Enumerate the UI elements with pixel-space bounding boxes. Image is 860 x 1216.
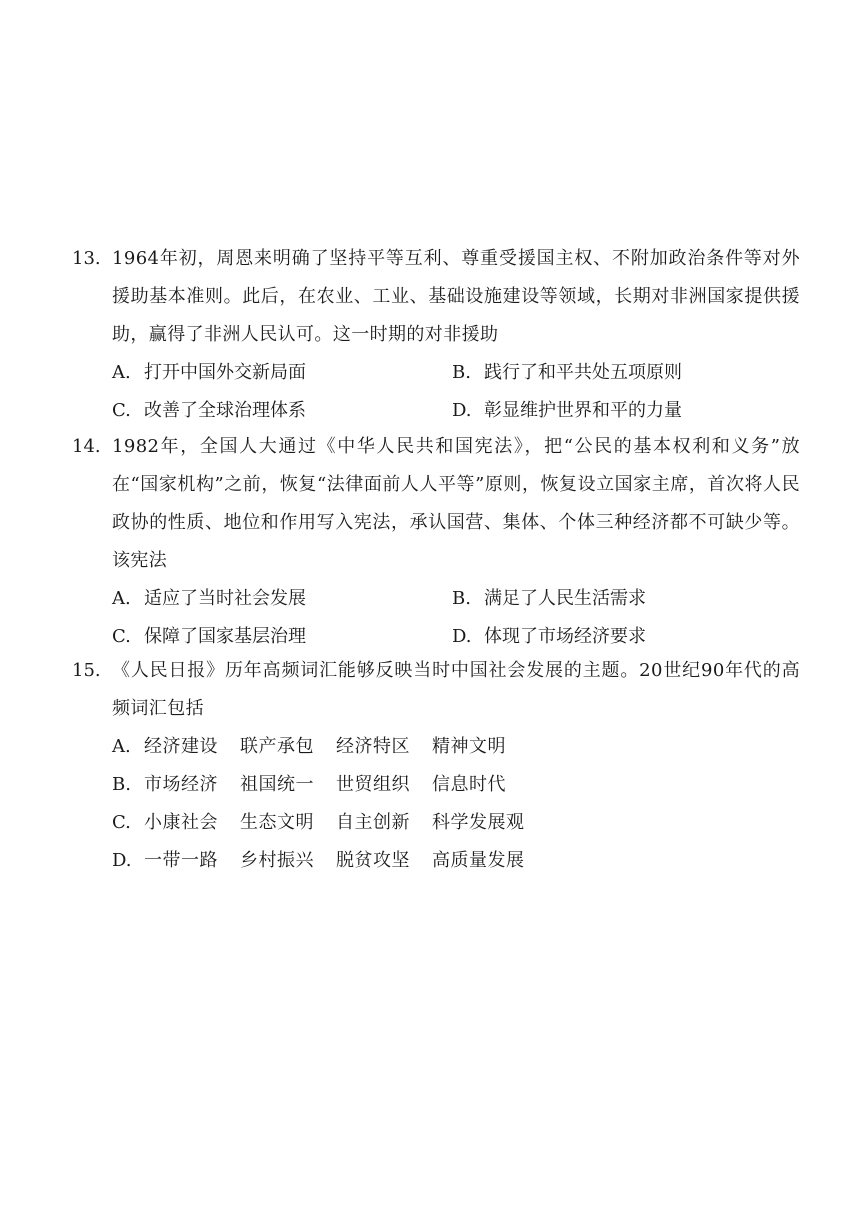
option-letter: B.: [452, 362, 471, 383]
option-text: 体现了市场经济要求: [484, 626, 646, 647]
option-b[interactable]: [112, 766, 800, 804]
option-letter: A.: [112, 588, 131, 609]
option-text: 改善了全球治理体系: [144, 400, 306, 421]
option-letter: A.: [112, 736, 131, 757]
question-number: 13.: [72, 248, 101, 269]
option-letter: A.: [112, 362, 131, 383]
option-letter: C.: [112, 626, 131, 647]
options: [112, 354, 800, 430]
question-stem: [0, 240, 860, 354]
question-stem: [0, 428, 860, 580]
question-stem: [0, 652, 860, 728]
question-14: [0, 428, 860, 656]
option-term: 市场经济: [144, 774, 218, 795]
option-term: 世贸组织: [336, 774, 410, 795]
option-d[interactable]: [452, 618, 792, 656]
option-b[interactable]: [452, 354, 792, 392]
options: [112, 580, 800, 656]
option-term: 经济建设: [144, 736, 218, 757]
option-text: 打开中国外交新局面: [144, 362, 306, 383]
option-term: 高质量发展: [432, 850, 525, 871]
option-text: 彰显维护世界和平的力量: [484, 400, 682, 421]
option-letter: C.: [112, 812, 131, 833]
options: [112, 728, 800, 880]
option-text: 满足了人民生活需求: [484, 588, 646, 609]
question-15: [0, 652, 860, 880]
question-text: 《人民日报》历年高频词汇能够反映当时中国社会发展的主题。20世纪90年代的高频词汇包括: [112, 660, 800, 719]
option-letter: B.: [452, 588, 471, 609]
option-b[interactable]: [452, 580, 792, 618]
option-term: 一带一路: [144, 850, 218, 871]
option-d[interactable]: [112, 842, 800, 880]
option-letter: C.: [112, 400, 131, 421]
option-letter: D.: [112, 850, 132, 871]
option-d[interactable]: [452, 392, 792, 430]
option-text: 适应了当时社会发展: [144, 588, 306, 609]
question-13: [0, 240, 860, 430]
option-term: 脱贫攻坚: [336, 850, 410, 871]
option-term: 联产承包: [240, 736, 314, 757]
option-letter: B.: [112, 774, 131, 795]
option-text: 践行了和平共处五项原则: [484, 362, 682, 383]
question-number: 15.: [72, 660, 101, 681]
option-text: 保障了国家基层治理: [144, 626, 306, 647]
option-c[interactable]: [112, 392, 452, 430]
option-term: 精神文明: [432, 736, 506, 757]
option-letter: D.: [452, 400, 472, 421]
option-term: 自主创新: [336, 812, 410, 833]
option-term: 小康社会: [144, 812, 218, 833]
option-term: 经济特区: [336, 736, 410, 757]
option-a[interactable]: [112, 354, 452, 392]
option-a[interactable]: [112, 728, 800, 766]
question-number: 14.: [72, 436, 101, 457]
question-text: 1964年初，周恩来明确了坚持平等互利、尊重受援国主权、不附加政治条件等对外援助基本准则。此后，在农业、工业、基础设施建设等领域，长期对非洲国家提供援助，赢得了非洲人民认可。这一时期的对非援助: [112, 248, 800, 345]
question-text: 1982年，全国人大通过《中华人民共和国宪法》，把“公民的基本权利和义务”放在“国家机构”之前，恢复“法律面前人人平等”原则，恢复设立国家主席，首次将人民政协的性质、地位和作用写入宪法，承认国营、集体、个体三种经济都不可缺少等。该宪法: [112, 436, 800, 571]
option-term: 祖国统一: [240, 774, 314, 795]
option-a[interactable]: [112, 580, 452, 618]
option-term: 乡村振兴: [240, 850, 314, 871]
option-term: 生态文明: [240, 812, 314, 833]
option-c[interactable]: [112, 618, 452, 656]
option-term: 科学发展观: [432, 812, 525, 833]
option-c[interactable]: [112, 804, 800, 842]
option-letter: D.: [452, 626, 472, 647]
option-term: 信息时代: [432, 774, 506, 795]
